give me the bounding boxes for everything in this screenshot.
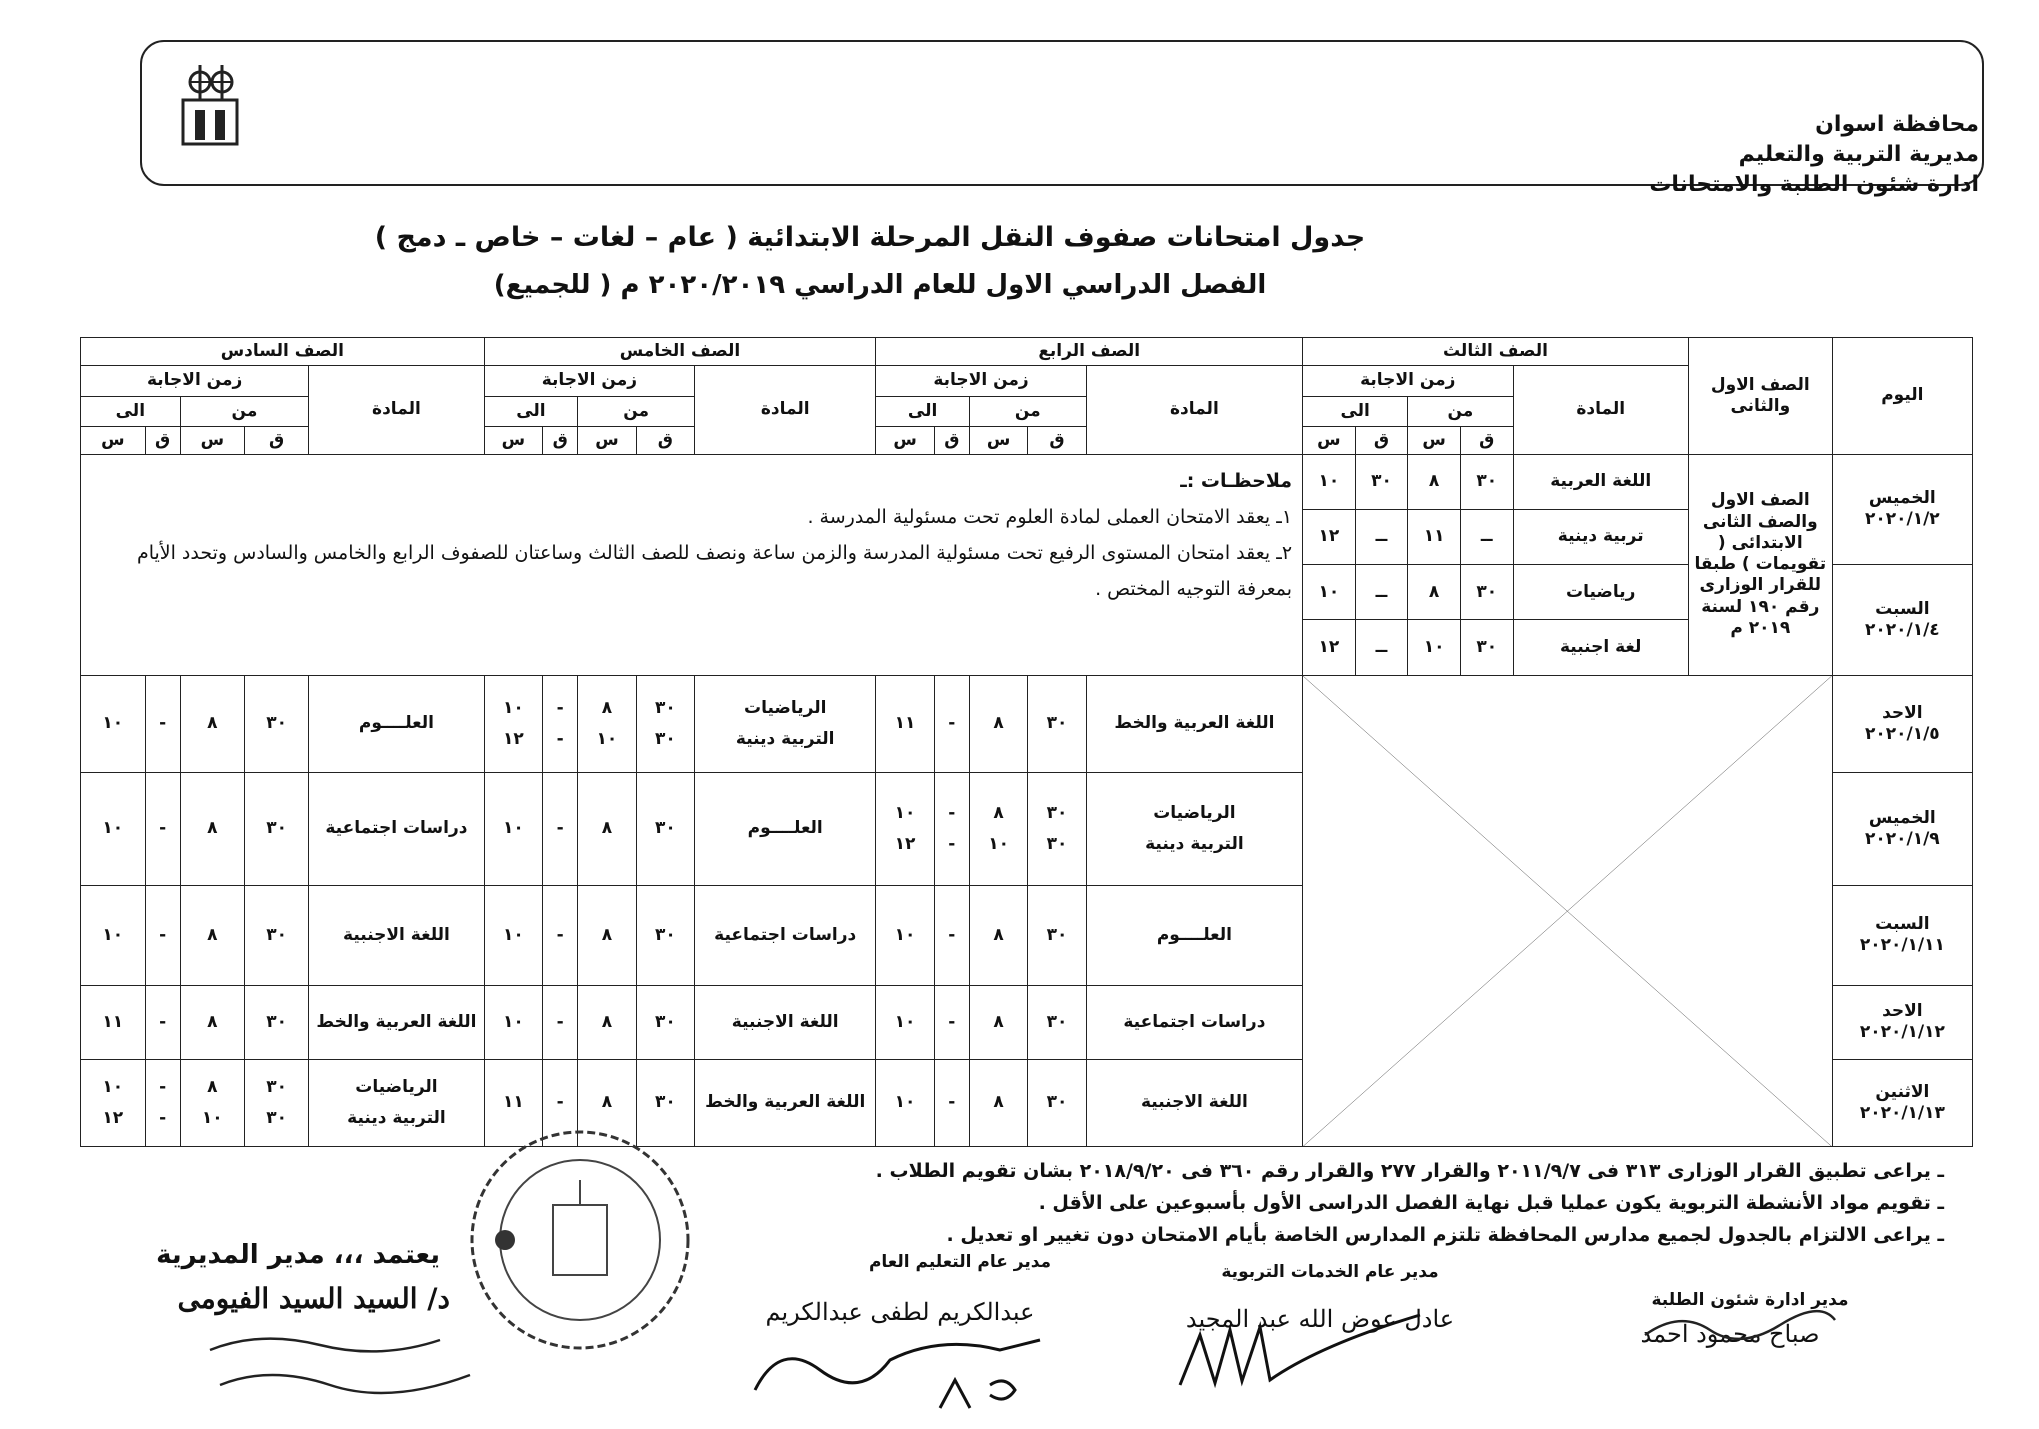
time-cell: ٣٠: [1460, 454, 1513, 509]
subject-cell: دراسات اجتماعية: [695, 885, 876, 985]
time-cell: ١١: [1408, 509, 1461, 564]
time-cell: ١٠: [876, 985, 934, 1059]
time-cell: ٣٠ ٣٠: [244, 1059, 308, 1146]
minute-header: ق: [1460, 427, 1513, 455]
time-cell: ٣٠: [1028, 985, 1086, 1059]
time-cell: -: [934, 675, 969, 773]
time-cell: ٨: [969, 885, 1027, 985]
signature-icon: [740, 1320, 1070, 1415]
day-cell: السبت ٢٠٢٠/١/٤: [1832, 565, 1972, 675]
minute-header: ق: [636, 427, 694, 455]
time-cell: ٨: [180, 885, 244, 985]
time-cell: -: [145, 985, 180, 1059]
time-cell: ١٠: [81, 885, 146, 985]
directorate-label: مديرية التربية والتعليم: [1738, 142, 1979, 167]
time-cell: -: [934, 985, 969, 1059]
day-cell: السبت ٢٠٢٠/١/١١: [1832, 885, 1972, 985]
time-cell: ٣٠: [244, 985, 308, 1059]
subject-cell: دراسات اجتماعية: [1086, 985, 1302, 1059]
time-cell: ١٠: [484, 985, 543, 1059]
time-cell: ٨: [969, 985, 1027, 1059]
time-cell: -: [934, 1059, 969, 1146]
time-cell: ــ: [1460, 509, 1513, 564]
services-director-title: مدير عام الخدمات التربوية: [1221, 1262, 1439, 1282]
signature-icon: [200, 1330, 510, 1400]
time-cell: ١٠: [1303, 454, 1356, 509]
to-header: الى: [876, 397, 970, 427]
subject-header: المادة: [695, 365, 876, 454]
time-cell: ٨: [969, 1059, 1027, 1146]
hour-header: س: [180, 427, 244, 455]
time-cell: ٨: [180, 675, 244, 773]
subject-header: المادة: [309, 365, 484, 454]
time-cell: ٣٠: [636, 1059, 694, 1146]
time-cell: ٨: [578, 985, 636, 1059]
time-cell: ٨: [578, 1059, 636, 1146]
to-header: الى: [484, 397, 578, 427]
time-cell: -: [145, 675, 180, 773]
time-cell: ٨: [180, 985, 244, 1059]
hour-header: س: [969, 427, 1027, 455]
hour-header: س: [578, 427, 636, 455]
footer-note-1: ـ يراعى تطبيق القرار الوزارى ٣١٣ فى ٢٠١١/٩/٧ والقرار ٢٧٧ والقرار رقم ٣٦٠ فى ٢٠١٨/٩/٢٠ بشان تقويم الطلاب .: [875, 1160, 1944, 1182]
subject-cell: اللغة الاجنبية: [695, 985, 876, 1059]
minute-header: ق: [145, 427, 180, 455]
general-director-title: مدير عام التعليم العام: [868, 1252, 1052, 1272]
from-header: من: [180, 397, 309, 427]
time-cell: ٣٠: [244, 675, 308, 773]
time-cell: - -: [934, 773, 969, 886]
time-cell: ٨ ١٠: [180, 1059, 244, 1146]
directorate-director-name: د/ السيد السيد الفيومى: [177, 1282, 450, 1315]
approval-label: يعتمد ،،، مدير المديرية: [156, 1240, 440, 1270]
day-cell: الخميس ٢٠٢٠/١/٩: [1832, 773, 1972, 886]
signature-icon: [1170, 1305, 1430, 1395]
signature-icon: [1640, 1305, 1840, 1345]
subject-cell: اللغة الاجنبية: [1086, 1059, 1302, 1146]
time-cell: ١٢: [1303, 509, 1356, 564]
minute-header: ق: [244, 427, 308, 455]
grade3-header: الصف الثالث: [1303, 338, 1689, 366]
subject-header: المادة: [1086, 365, 1302, 454]
time-cell: ٣٠: [1460, 620, 1513, 675]
time-cell: ٣٠ ٣٠: [1028, 773, 1086, 886]
time-cell: ٣٠: [1460, 565, 1513, 620]
subject-cell: العلــــوم: [1086, 885, 1302, 985]
time-cell: ١١: [876, 675, 934, 773]
time-cell: ٣٠: [1028, 675, 1086, 773]
subject-cell: العلــــوم: [695, 773, 876, 886]
header-frame: [140, 40, 1984, 186]
document-title: جدول امتحانات صفوف النقل المرحلة الابتدائية ( عام – لغات – خاص ـ دمج ): [374, 222, 1366, 253]
time-cell: - -: [543, 675, 578, 773]
footer-note-3: ـ يراعى الالتزام بالجدول لجميع مدارس المحافظة تلتزم المدارس الخاصة بأيام الامتحان دون تغيير او تعديل .: [946, 1224, 1944, 1246]
time-cell: ١٠: [484, 773, 543, 886]
col-day-header: اليوم: [1832, 338, 1972, 455]
hour-header: س: [484, 427, 543, 455]
minute-header: ق: [1028, 427, 1086, 455]
governorate-logo-icon: [175, 60, 245, 150]
to-header: الى: [81, 397, 181, 427]
time-cell: -: [145, 885, 180, 985]
answer-time-header: زمن الاجابة: [876, 365, 1086, 397]
time-cell: ٨ ١٠: [578, 675, 636, 773]
subject-cell: اللغة الاجنبية: [309, 885, 484, 985]
subject-cell: دراسات اجتماعية: [309, 773, 484, 886]
crossed-out-cell: [1303, 675, 1833, 1146]
general-director-name: عبدالكريم لطفى عبدالكريم: [765, 1298, 1035, 1326]
time-cell: ١٠: [876, 1059, 934, 1146]
to-header: الى: [1303, 397, 1408, 427]
day-cell: الاحد ٢٠٢٠/١/١٢: [1832, 985, 1972, 1059]
notes-title: ملاحظـات :ـ: [1180, 469, 1293, 492]
grade4-header: الصف الرابع: [876, 338, 1303, 366]
time-cell: ٨: [180, 773, 244, 886]
time-cell: -: [543, 1059, 578, 1146]
grade5-header: الصف الخامس: [484, 338, 876, 366]
subject-cell: اللغة العربية والخط: [309, 985, 484, 1059]
day-cell: الاثنين ٢٠٢٠/١/١٣: [1832, 1059, 1972, 1146]
time-cell: -: [543, 773, 578, 886]
answer-time-header: زمن الاجابة: [484, 365, 694, 397]
time-cell: ١١: [484, 1059, 543, 1146]
students-director-name: صباح محمود احمد: [1640, 1320, 1820, 1348]
time-cell: ١٠: [81, 675, 146, 773]
subject-cell: العلــــوم: [309, 675, 484, 773]
time-cell: ١٠ ١٢: [81, 1059, 146, 1146]
time-cell: ٨: [578, 773, 636, 886]
note-1: ١ـ يعقد الامتحان العملى لمادة العلوم تحت مسئولية المدرسة .: [807, 505, 1293, 528]
time-cell: ٣٠ ٣٠: [636, 675, 694, 773]
subject-cell: رياضيات: [1513, 565, 1688, 620]
students-director-title: مدير ادارة شئون الطلبة: [1651, 1290, 1849, 1310]
time-cell: -: [145, 773, 180, 886]
time-cell: -: [543, 985, 578, 1059]
subject-cell: الرياضيات التربية دينية: [309, 1059, 484, 1146]
subject-cell: اللغة العربية والخط: [695, 1059, 876, 1146]
from-header: من: [1408, 397, 1513, 427]
subject-cell: الرياضيات التربية دينية: [695, 675, 876, 773]
time-cell: ٨: [578, 885, 636, 985]
hour-header: س: [876, 427, 934, 455]
answer-time-header: زمن الاجابة: [1303, 365, 1513, 397]
notes-block: [81, 454, 1303, 675]
note-2: ٢ـ يعقد امتحان المستوى الرفيع تحت مسئولية المدرسة والزمن ساعة ونصف للصف الثالث وساعتان للصفوف الرابع والخامس والسادس وتحدد الأيام بمعرفة التوجيه المختص .: [136, 541, 1293, 601]
time-cell: ١٠: [1303, 565, 1356, 620]
time-cell: ٨: [1408, 565, 1461, 620]
hour-header: س: [1408, 427, 1461, 455]
time-cell: ٣٠: [244, 773, 308, 886]
minute-header: ق: [1355, 427, 1408, 455]
footer-note-2: ـ تقويم مواد الأنشطة التربوية يكون عمليا قبل نهاية الفصل الدراسى الأول بأسبوعين على الأقل .: [1038, 1192, 1944, 1214]
time-cell: ٣٠: [636, 985, 694, 1059]
time-cell: ١٠ ١٢: [484, 675, 543, 773]
time-cell: ٨: [969, 675, 1027, 773]
answer-time-header: زمن الاجابة: [81, 365, 309, 397]
subject-cell: اللغة العربية: [1513, 454, 1688, 509]
subject-cell: لغة اجنبية: [1513, 620, 1688, 675]
services-director-name: عادل عوض الله عبد المجيد: [1185, 1305, 1455, 1333]
time-cell: ١٠: [876, 885, 934, 985]
minute-header: ق: [934, 427, 969, 455]
grade12-note: الصف الاول والصف الثانى الابتدائى ( تقويمات ) طبقا للقرار الوزارى رقم ١٩٠ لسنة ٢٠١٩ م: [1688, 454, 1832, 675]
minute-header: ق: [543, 427, 578, 455]
time-cell: ١٠: [81, 773, 146, 886]
exam-schedule-table: [80, 337, 1973, 1147]
time-cell: ٣٠: [244, 885, 308, 985]
time-cell: ــ: [1355, 509, 1408, 564]
grade6-header: الصف السادس: [81, 338, 485, 366]
document-subtitle: الفصل الدراسي الاول للعام الدراسي ٢٠٢٠/٢٠١٩ م ( للجميع): [493, 270, 1267, 300]
time-cell: ١٠: [1408, 620, 1461, 675]
time-cell: -: [934, 885, 969, 985]
time-cell: ٣٠: [1355, 454, 1408, 509]
subject-cell: الرياضيات التربية دينية: [1086, 773, 1302, 886]
time-cell: ٨ ١٠: [969, 773, 1027, 886]
hour-header: س: [1303, 427, 1356, 455]
time-cell: ــ: [1355, 620, 1408, 675]
time-cell: -: [543, 885, 578, 985]
subject-cell: اللغة العربية والخط: [1086, 675, 1302, 773]
from-header: من: [969, 397, 1086, 427]
time-cell: ١٢: [1303, 620, 1356, 675]
day-cell: الاحد ٢٠٢٠/١/٥: [1832, 675, 1972, 773]
time-cell: ــ: [1355, 565, 1408, 620]
time-cell: ١٠ ١٢: [876, 773, 934, 886]
from-header: من: [578, 397, 695, 427]
cross-mark-icon: [1303, 676, 1832, 1146]
hour-header: س: [81, 427, 146, 455]
time-cell: ٣٠: [636, 885, 694, 985]
time-cell: ٣٠: [1028, 885, 1086, 985]
subject-cell: تربية دينية: [1513, 509, 1688, 564]
time-cell: ١٠: [484, 885, 543, 985]
department-label: ادارة شئون الطلبة والامتحانات: [1649, 172, 1979, 197]
col-grade12-header: الصف الاول والثانى: [1688, 338, 1832, 455]
time-cell: ٨: [1408, 454, 1461, 509]
time-cell: ٣٠: [1028, 1059, 1086, 1146]
subject-header: المادة: [1513, 365, 1688, 454]
time-cell: ١١: [81, 985, 146, 1059]
time-cell: ٣٠: [636, 773, 694, 886]
time-cell: - -: [145, 1059, 180, 1146]
day-cell: الخميس ٢٠٢٠/١/٢: [1832, 454, 1972, 564]
governorate-label: محافظة اسوان: [1815, 112, 1979, 137]
